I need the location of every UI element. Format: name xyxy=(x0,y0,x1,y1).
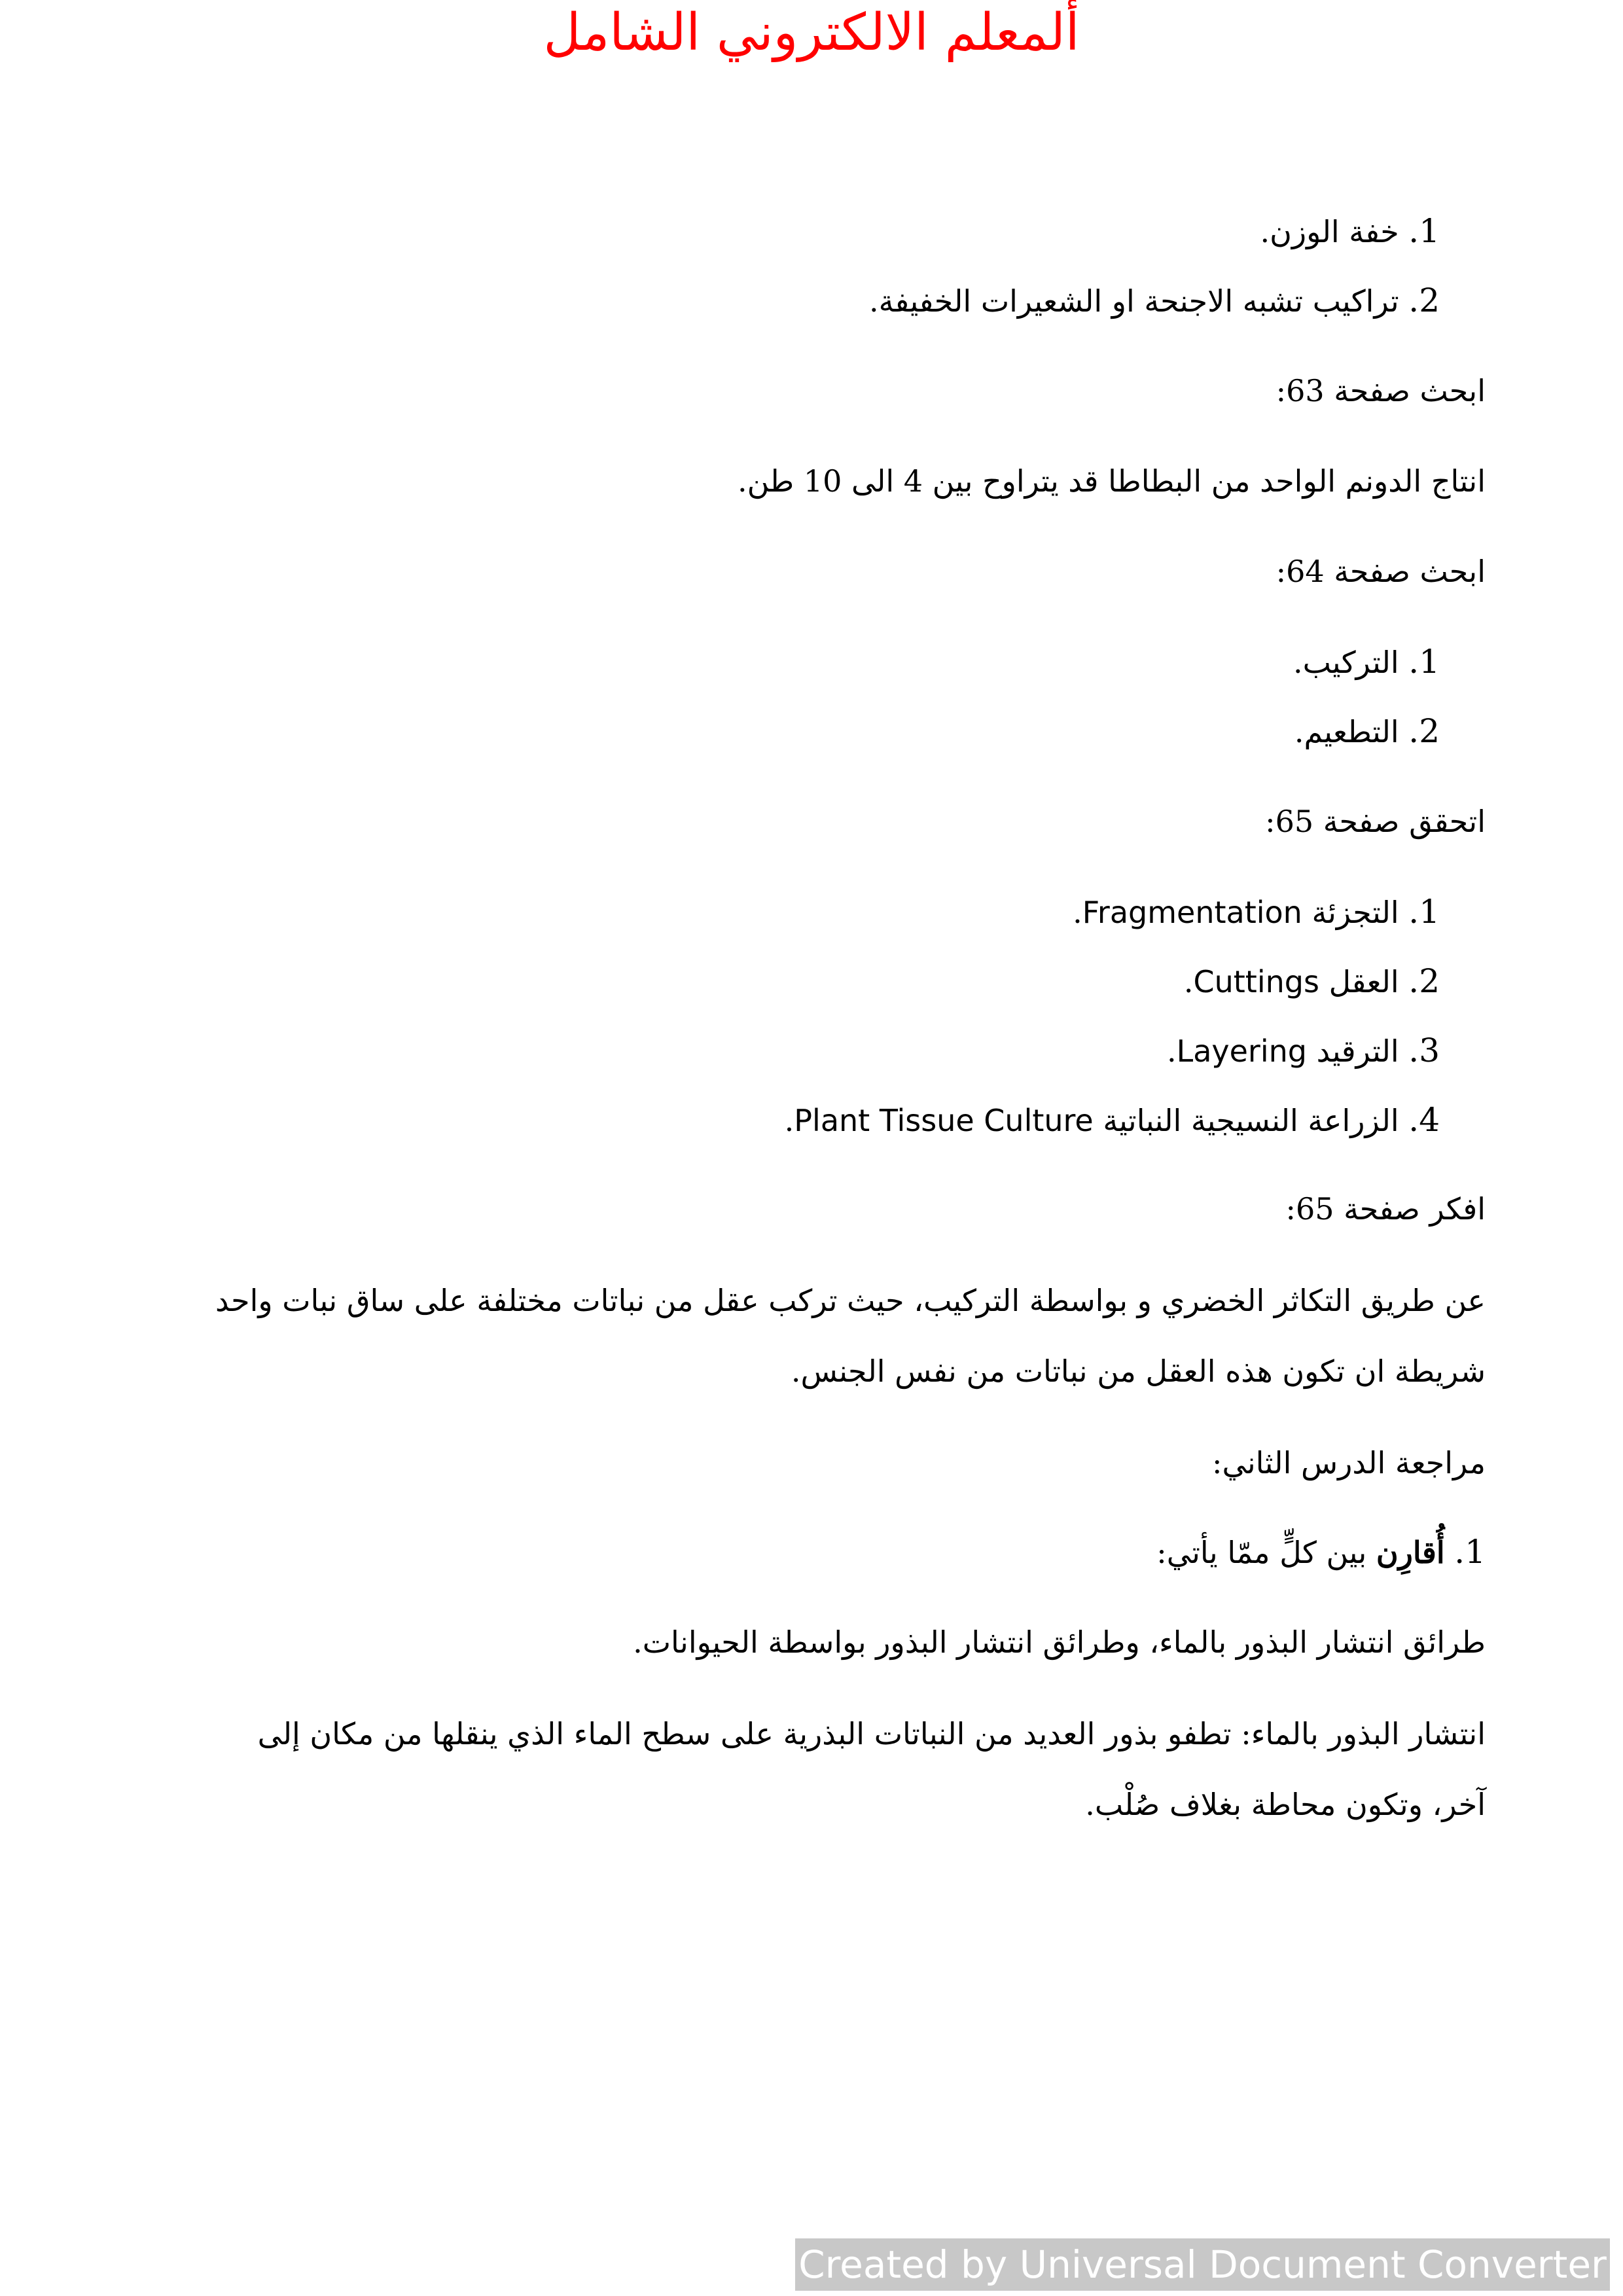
list-end: . xyxy=(1166,1033,1177,1069)
list-item xyxy=(869,278,1440,324)
paragraph: انتاج الدونم الواحد من البطاطا قد يتراوح بين 4 الى 10 طن. xyxy=(737,463,1486,499)
list-number: 2. xyxy=(1408,712,1440,750)
list-number: 1. xyxy=(1408,212,1440,250)
list-item xyxy=(1293,639,1440,685)
list-item xyxy=(1184,958,1440,1005)
list-number: 1. xyxy=(1408,893,1440,931)
section-heading: مراجعة الدرس الثاني: xyxy=(1212,1445,1486,1480)
page-header-title: ألمعلم الالكتروني الشامل xyxy=(543,3,1080,62)
question xyxy=(1156,1529,1486,1575)
list-item xyxy=(1294,708,1440,755)
question-number: 1. xyxy=(1454,1533,1486,1571)
list-number: 2. xyxy=(1408,962,1440,1000)
list-item xyxy=(1073,889,1440,935)
list-term-english: Fragmentation xyxy=(1082,895,1302,930)
list-end: . xyxy=(1183,964,1194,999)
section-heading: ابحث صفحة 64: xyxy=(1275,554,1486,589)
paragraph-line: شريطة ان تكون هذه العقل من نباتات من نفس الجنس. xyxy=(791,1354,1486,1389)
section-heading: افكر صفحة 65: xyxy=(1285,1191,1486,1227)
list-item xyxy=(1167,1028,1440,1074)
question-verb: أُقارِن xyxy=(1376,1535,1445,1570)
list-end: . xyxy=(784,1103,794,1138)
list-text: التجزئة xyxy=(1311,895,1399,930)
list-term-english: Cuttings xyxy=(1193,964,1319,999)
watermark-banner: Created by Universal Document Converter xyxy=(795,2238,1610,2291)
list-text: التركيب. xyxy=(1293,645,1399,680)
section-heading: ابحث صفحة 63: xyxy=(1275,373,1486,408)
list-text: العقل xyxy=(1329,964,1399,999)
paragraph-line: عن طريق التكاثر الخضري و بواسطة التركيب، حيث تركب عقل من نباتات مختلفة على ساق نبات واحد xyxy=(215,1283,1486,1318)
question-text: بين كلٍّ ممّا يأتي: xyxy=(1156,1535,1367,1570)
list-number: 4. xyxy=(1408,1101,1440,1139)
list-text: الترقيد xyxy=(1316,1033,1399,1069)
list-text: تراكيب تشبه الاجنحة او الشعيرات الخفيفة. xyxy=(869,283,1399,319)
list-term-english: Plant Tissue Culture xyxy=(794,1103,1094,1138)
list-text: الزراعة النسيجية النباتية xyxy=(1103,1103,1399,1138)
section-heading: اتحقق صفحة 65: xyxy=(1265,804,1486,839)
list-text: خفة الوزن. xyxy=(1260,214,1399,249)
list-text: التطعيم. xyxy=(1294,714,1399,749)
list-term-english: Layering xyxy=(1176,1033,1307,1069)
list-item xyxy=(785,1097,1440,1143)
list-item xyxy=(1260,208,1440,255)
document-body xyxy=(196,0,1486,2296)
paragraph-line: آخر، وتكون محاطة بغلاف صُلْب. xyxy=(1085,1787,1486,1822)
list-number: 1. xyxy=(1408,643,1440,681)
list-end: . xyxy=(1073,895,1082,930)
paragraph: طرائق انتشار البذور بالماء، وطرائق انتشار البذور بواسطة الحيوانات. xyxy=(633,1624,1486,1660)
list-number: 2. xyxy=(1408,281,1440,319)
list-number: 3. xyxy=(1408,1031,1440,1069)
paragraph-line: انتشار البذور بالماء: تطفو بذور العديد من النباتات البذرية على سطح الماء الذي ينقلها من مكان إلى xyxy=(257,1716,1486,1751)
